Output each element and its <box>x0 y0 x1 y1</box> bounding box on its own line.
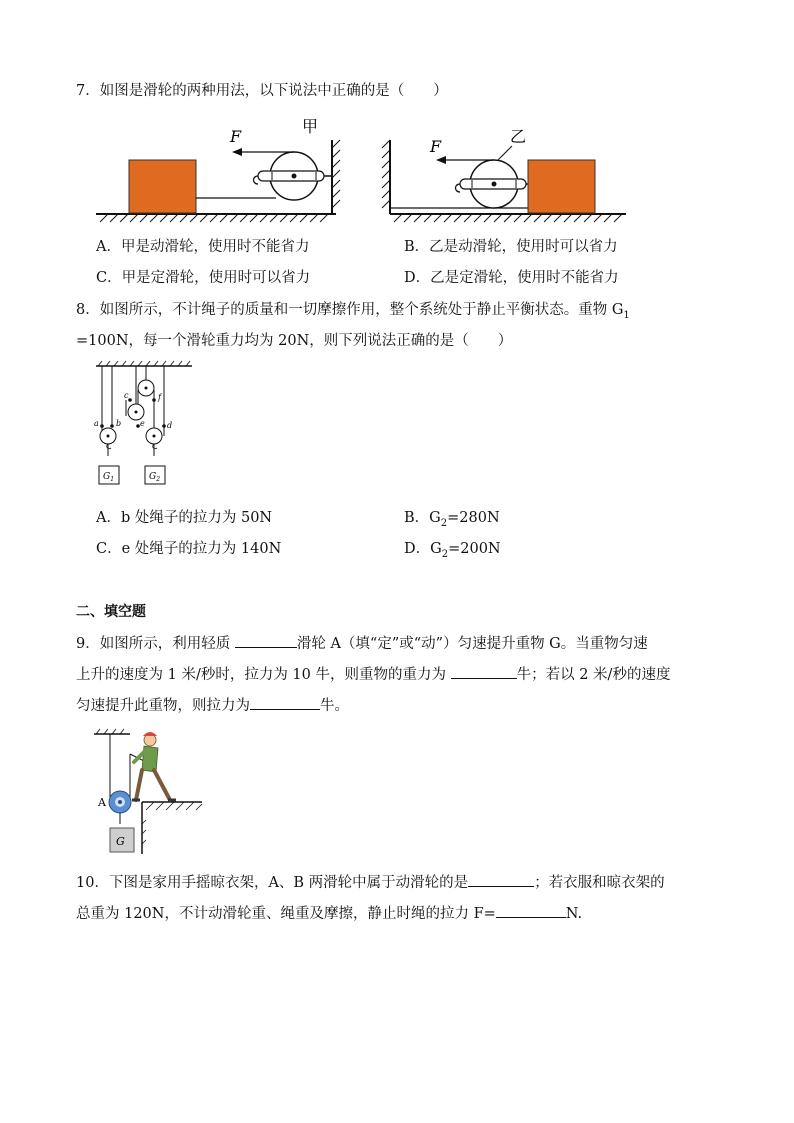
q8-option-d-value: =200N <box>448 541 501 557</box>
q9-text-2a: 上升的速度为 1 米/秒时，拉力为 10 牛，则重物的重力为 <box>76 667 451 683</box>
svg-text:f: f <box>158 393 161 402</box>
q8-option-d-text: D．G <box>404 541 442 557</box>
q10-line1 <box>76 872 665 893</box>
q10-text-1a: 10．下图是家用手摇晾衣架，A、B 两滑轮中属于动滑轮的是 <box>76 875 469 891</box>
q7-option-b[interactable]: B．乙是动滑轮，使用时可以省力 <box>404 239 618 255</box>
q9-blank-2[interactable] <box>451 664 517 679</box>
force-label-jia: F <box>230 127 242 146</box>
q9-text-1a: 9．如图所示，利用轻质 <box>76 636 235 652</box>
svg-text:a: a <box>94 419 99 428</box>
q7-figure-yi <box>380 112 640 224</box>
q8-stem-sub: 1 <box>623 309 630 321</box>
q8-option-d[interactable] <box>404 539 501 565</box>
q8-option-c[interactable]: C．e 处绳子的拉力为 140N <box>96 541 282 557</box>
q10-text-2a: 总重为 120N，不计动滑轮重、绳重及摩擦，静止时绳的拉力 F= <box>76 906 496 922</box>
block <box>129 160 196 213</box>
svg-text:G2: $G_2$ <box>149 472 161 483</box>
q7-option-a[interactable]: A．甲是动滑轮，使用时不能省力 <box>96 239 310 255</box>
q7-option-c[interactable]: C．甲是定滑轮，使用时可以省力 <box>96 270 311 286</box>
q7-figure-jia <box>96 112 356 224</box>
q9-blank-1[interactable] <box>235 633 297 648</box>
block <box>528 160 595 213</box>
q10-text-1b: ；若衣服和晾衣架的 <box>534 875 665 891</box>
q9-figure <box>92 726 212 856</box>
q9-text-1b: 滑轮 A（填“定”或“动”）匀速提升重物 G。当重物匀速 <box>296 636 648 652</box>
q8-figure <box>94 360 204 490</box>
q10-blank-2[interactable] <box>496 903 566 918</box>
q8-option-b[interactable] <box>404 508 500 534</box>
q9-line2 <box>76 664 670 685</box>
svg-text:G: G <box>116 835 125 848</box>
q9-blank-3[interactable] <box>250 695 320 710</box>
svg-text:c: c <box>124 391 129 400</box>
q9-text-2b: 牛；若以 2 米/秒的速度 <box>516 667 671 683</box>
q8-option-b-sub: 2 <box>440 517 448 529</box>
svg-text:d: d <box>167 421 173 430</box>
q8-option-b-text: B．G <box>404 510 441 526</box>
force-label-yi: F <box>430 137 442 156</box>
q8-stem-line1 <box>76 300 630 326</box>
q9-text-3a: 匀速提升此重物，则拉力为 <box>76 698 250 714</box>
q7-stem: 7．如图是滑轮的两种用法，以下说法中正确的是（ ） <box>76 83 448 99</box>
label-yi: 乙 <box>510 127 527 146</box>
q8-option-d-sub: 2 <box>441 548 449 560</box>
q10-blank-1[interactable] <box>468 872 534 887</box>
label-jia: 甲 <box>302 117 319 136</box>
q9-text-3b: 牛。 <box>320 698 349 714</box>
q7-option-d[interactable]: D．乙是定滑轮，使用时不能省力 <box>404 270 619 286</box>
q10-line2 <box>76 903 582 924</box>
q8-option-a[interactable]: A．b 处绳子的拉力为 50N <box>96 510 273 526</box>
svg-text:A: A <box>98 796 106 809</box>
section-title: 二、填空题 <box>76 604 146 620</box>
q9-line1 <box>76 633 648 654</box>
q8-option-b-value: =280N <box>447 510 500 526</box>
q8-stem-text: 8．如图所示，不计绳子的质量和一切摩擦作用，整个系统处于静止平衡状态。重物 G <box>76 302 624 318</box>
svg-text:G1: $G_1$ <box>103 472 115 483</box>
svg-text:e: e <box>140 419 145 428</box>
svg-text:b: b <box>116 419 122 428</box>
q9-line3 <box>76 695 349 716</box>
q8-stem-line2: =100N，每一个滑轮重力均为 20N，则下列说法正确的是（ ） <box>76 333 513 349</box>
q10-text-2b: N. <box>565 906 583 922</box>
